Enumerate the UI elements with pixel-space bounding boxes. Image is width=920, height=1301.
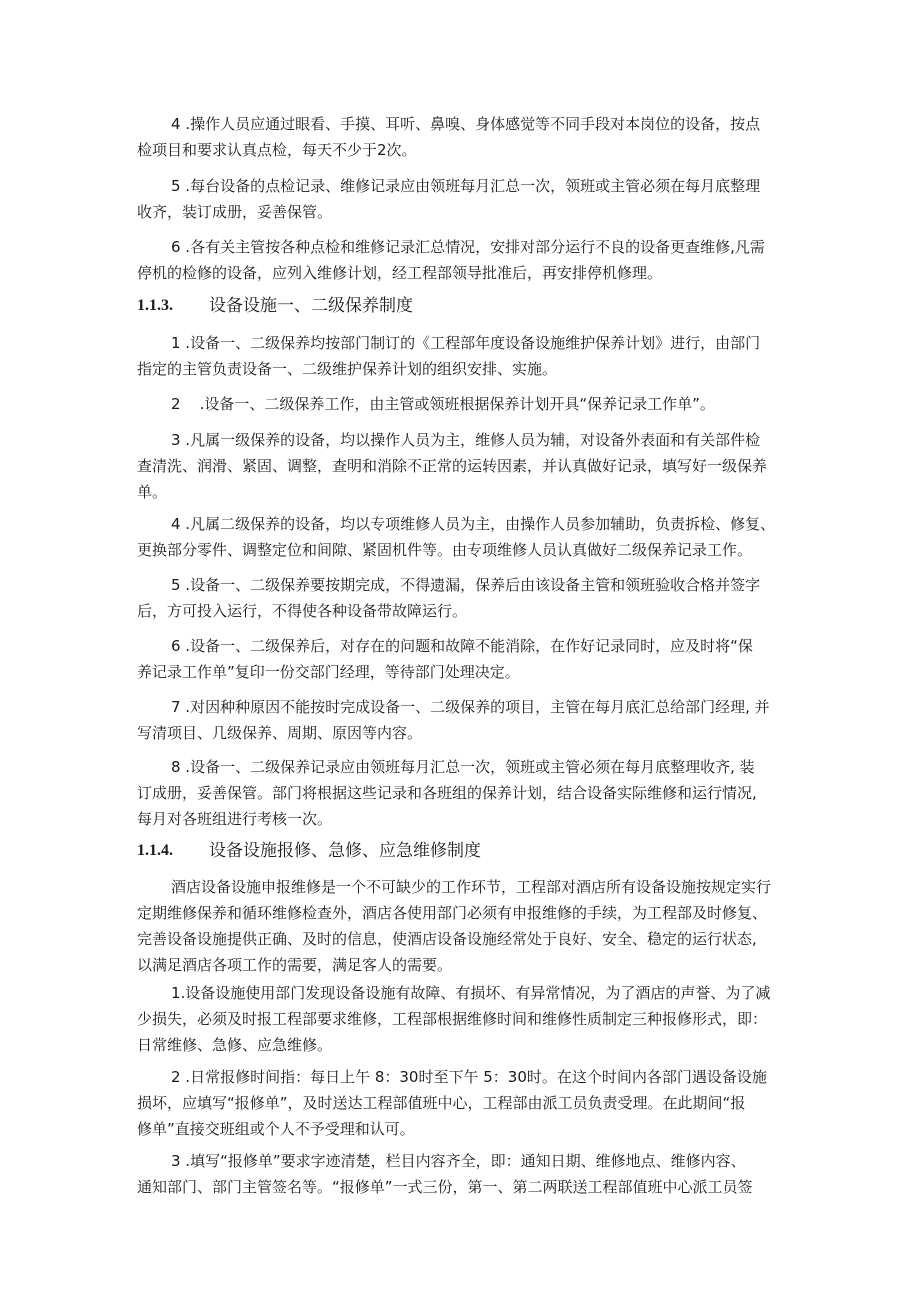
text-line: 写清项目、几级保养、周期、原因等内容。 bbox=[137, 724, 423, 742]
paragraph-maintenance-3 bbox=[137, 427, 787, 505]
text-line: 修单”直接交班组或个人不予受理和认可。 bbox=[137, 1120, 415, 1138]
paragraph-maintenance-8 bbox=[137, 754, 787, 832]
paragraph-inspection-5 bbox=[137, 173, 787, 225]
paragraph-inspection-4 bbox=[137, 111, 787, 163]
text-line: 日常维修、急修、应急维修。 bbox=[137, 1036, 333, 1054]
paragraph-repair-3 bbox=[137, 1148, 787, 1200]
paragraph-inspection-6 bbox=[137, 234, 787, 286]
paragraph-maintenance-7 bbox=[137, 694, 787, 746]
paragraph-maintenance-6 bbox=[137, 633, 787, 685]
text-line: 6 .设备一、二级保养后，对存在的问题和故障不能消除，在作好记录同时，应及时将“保 bbox=[171, 637, 753, 655]
text-line: 4 .操作人员应通过眼看、手摸、耳听、鼻嗅、身体感觉等不同手段对本岗位的设备，按点 bbox=[171, 115, 761, 133]
text-line: 收齐，装订成册，妥善保管。 bbox=[137, 203, 333, 221]
text-line: 3 .填写“报修单”要求字迹清楚，栏目内容齐全，即：通知日期、维修地点、维修内容、 bbox=[171, 1152, 746, 1170]
text-line: 2 .设备一、二级保养工作，由主管或领班根据保养计划开具“保养记录工作单”。 bbox=[171, 395, 715, 413]
text-line: 1.设备设施使用部门发现设备设施有故障、有损坏、有异常情况，为了酒店的声誉、为了减 bbox=[171, 984, 771, 1002]
section-heading-1-1-4 bbox=[137, 837, 787, 865]
paragraph-maintenance-5 bbox=[137, 572, 787, 624]
text-line: 每月对各班组进行考核一次。 bbox=[137, 810, 333, 828]
text-line: 完善设备设施提供正确、及时的信息，使酒店设备设施经常处于良好、安全、稳定的运行状态, bbox=[137, 930, 757, 948]
text-line: 7 .对因种种原因不能按时完成设备一、二级保养的项目，主管在每月底汇总给部门经理, 并 bbox=[171, 698, 770, 716]
text-line: 1 .设备一、二级保养均按部门制订的《工程部年度设备设施维护保养计划》进行，由部门 bbox=[171, 334, 761, 352]
text-line: 通知部门、部门主管签名等。“报修单”一式三份，第一、第二两联送工程部值班中心派工员签 bbox=[137, 1178, 753, 1196]
text-line: 单。 bbox=[137, 483, 168, 501]
section-title: 设备设施一、二级保养制度 bbox=[209, 296, 413, 316]
text-line: 后，方可投入运行，不得使各种设备带故障运行。 bbox=[137, 602, 468, 620]
text-line: 2 .日常报修时间指：每日上午 8：30时至下午 5：30时。在这个时间内各部门遇设备设施 bbox=[171, 1068, 767, 1086]
text-line: 订成册，妥善保管。部门将根据这些记录和各班组的保养计划，结合设备实际维修和运行情况, bbox=[137, 784, 757, 802]
text-line: 更换部分零件、调整定位和间隙、紧固机件等。由专项维修人员认真做好二级保养记录工作。 bbox=[137, 541, 753, 559]
text-line: 停机的检修的设备，应列入维修计划，经工程部领导批准后，再安排停机修理。 bbox=[137, 264, 663, 282]
text-line: 养记录工作单”复印一份交部门经理，等待部门处理决定。 bbox=[137, 663, 520, 681]
text-line: 以满足酒店各项工作的需要，满足客人的需要。 bbox=[137, 956, 453, 974]
paragraph-maintenance-2 bbox=[137, 391, 787, 417]
text-line: 5 .每台设备的点检记录、维修记录应由领班每月汇总一次，领班或主管必须在每月底整理 bbox=[171, 177, 761, 195]
paragraph-repair-intro bbox=[137, 874, 787, 978]
text-line: 检项目和要求认真点检，每天不少于2次。 bbox=[137, 141, 417, 159]
text-line: 损坏，应填写“报修单”，及时送达工程部值班中心，工程部由派工员负责受理。在此期间“报 bbox=[137, 1094, 746, 1112]
text-line: 8 .设备一、二级保养记录应由领班每月汇总一次，领班或主管必须在每月底整理收齐, 装 bbox=[171, 758, 755, 776]
text-line: 定期维修保养和循环维修检查外，酒店各使用部门必须有申报维修的手续，为工程部及时修复、 bbox=[137, 904, 768, 922]
text-line: 查清洗、润滑、紧固、调整，查明和消除不正常的运转因素，并认真做好记录，填写好一级保养 bbox=[137, 457, 768, 475]
section-number: 1.1.4. bbox=[137, 842, 173, 859]
section-number: 1.1.3. bbox=[137, 297, 173, 314]
text-line: 5 .设备一、二级保养要按期完成，不得遗漏，保养后由该设备主管和领班验收合格并签字 bbox=[171, 576, 761, 594]
text-line: 指定的主管负责设备一、二级维护保养计划的组织安排、实施。 bbox=[137, 360, 558, 378]
text-line: 3 .凡属一级保养的设备，均以操作人员为主，维修人员为辅，对设备外表面和有关部件检 bbox=[171, 431, 761, 449]
text-line: 少损失，必须及时报工程部要求维修，工程部根据维修时间和维修性质制定三种报修形式，即： bbox=[137, 1010, 768, 1028]
paragraph-repair-2 bbox=[137, 1064, 787, 1142]
text-line: 6 .各有关主管按各种点检和维修记录汇总情况，安排对部分运行不良的设备更查维修,凡需 bbox=[171, 238, 765, 256]
paragraph-repair-1 bbox=[137, 980, 787, 1058]
text-line: 4 .凡属二级保养的设备，均以专项维修人员为主，由操作人员参加辅助，负责拆检、修复、 bbox=[171, 515, 776, 533]
paragraph-maintenance-1 bbox=[137, 330, 787, 382]
section-heading-1-1-3 bbox=[137, 292, 787, 320]
paragraph-maintenance-4 bbox=[137, 511, 787, 563]
text-line: 酒店设备设施申报维修是一个不可缺少的工作环节，工程部对酒店所有设备设施按规定实行 bbox=[171, 878, 772, 896]
section-title: 设备设施报修、急修、应急维修制度 bbox=[209, 841, 481, 861]
